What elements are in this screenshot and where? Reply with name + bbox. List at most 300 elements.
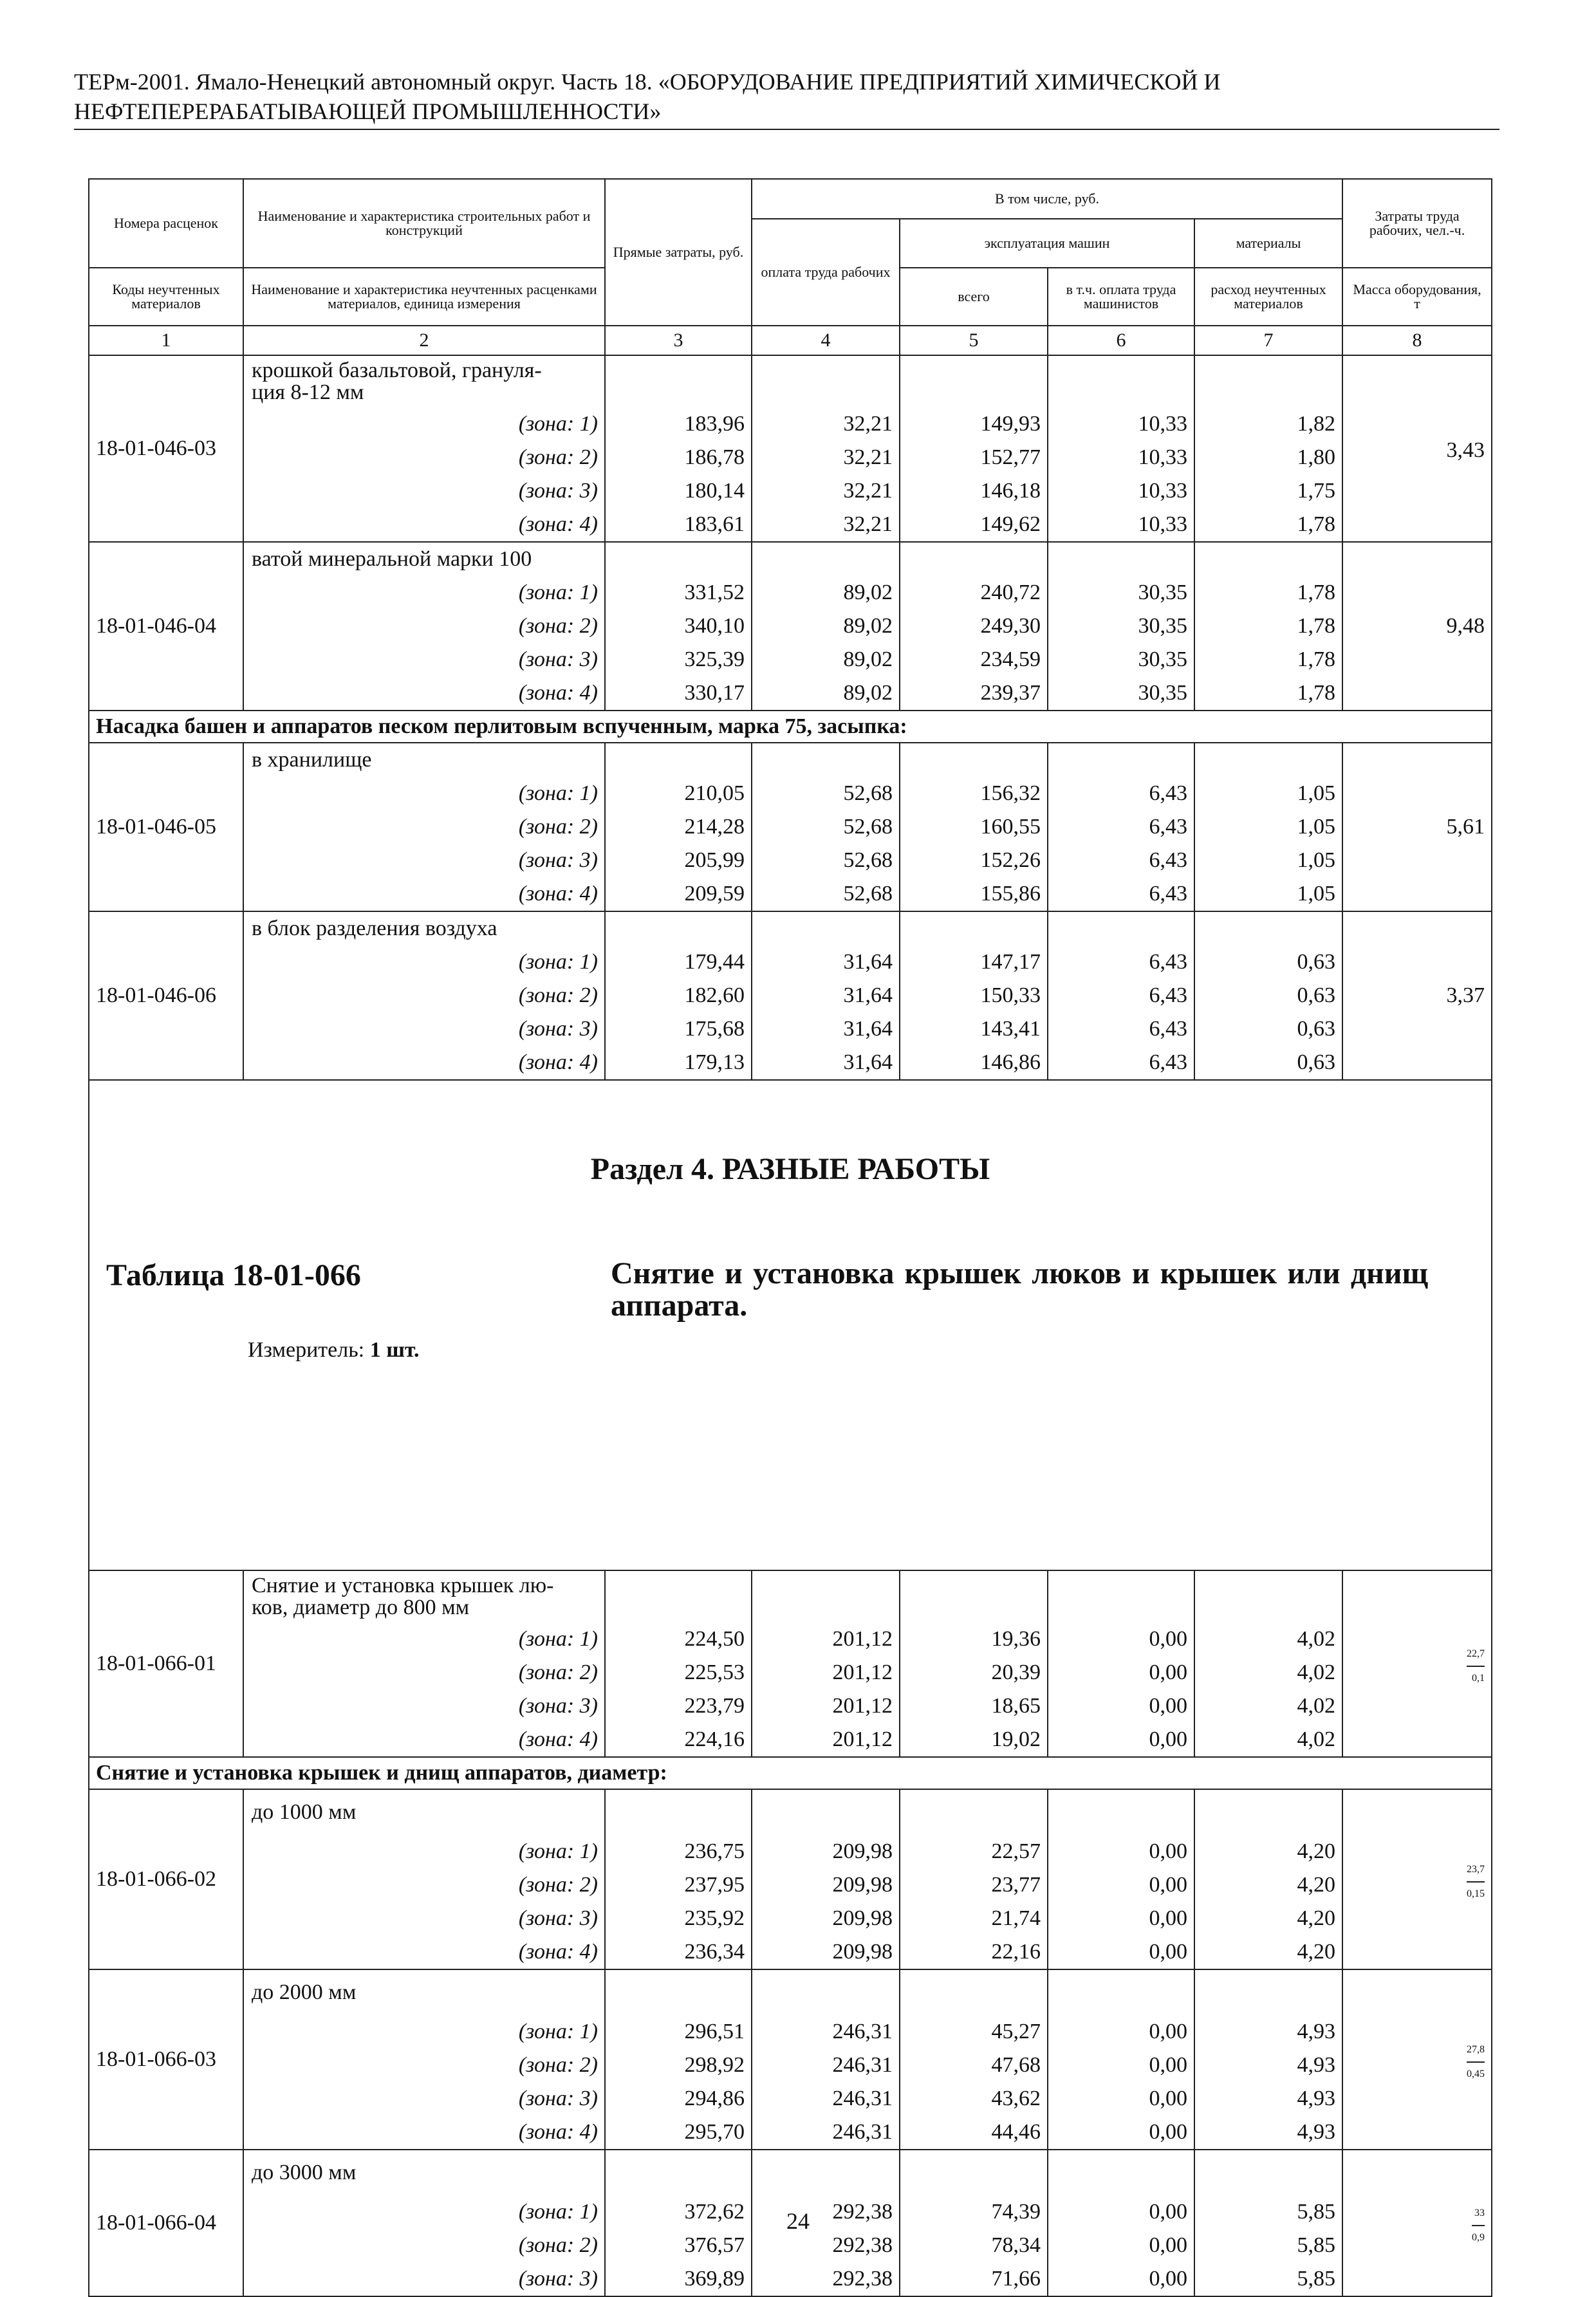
unit-label: Измеритель: [248,1338,365,1362]
spacer [612,912,745,945]
machines-total-cell [900,1969,1048,2150]
col-number: 2 [243,326,605,355]
direct-cost-value: 340,10 [684,614,745,638]
wages-cell [752,1969,900,2150]
spacer [1202,912,1335,945]
wages-value: 292,38 [832,2233,893,2257]
rate-name-cell [243,743,605,911]
materials-value: 1,05 [1297,882,1336,906]
col-header-7b: расход неучтенных материалов [1194,268,1342,326]
machines-total-value: 71,66 [991,2267,1041,2291]
materials-value: 1,05 [1297,815,1336,839]
machine-operator-wages-value: 0,00 [1149,1727,1187,1751]
page-number: 24 [786,2208,810,2234]
labor-hours: 3,37 [1446,983,1485,1007]
machines-total-value: 18,65 [991,1694,1041,1718]
direct-cost-value: 325,39 [684,647,745,671]
materials-cell [1194,1570,1342,1757]
zone-label: (зона: 3) [518,647,598,671]
machine-operator-wages-value: 0,00 [1149,2233,1187,2257]
wages-value: 31,64 [843,950,893,974]
header-line-2: НЕФТЕПЕРЕРАБАТЫВАЮЩЕЙ ПРОМЫШЛЕННОСТИ» [74,98,662,124]
zone-label: (зона: 1) [518,2200,598,2224]
header-rule [74,129,1499,130]
materials-value: 5,85 [1297,2200,1336,2224]
wages-value: 89,02 [843,581,893,604]
direct-cost-value: 235,92 [684,1906,745,1930]
machine-operator-wages-value: 0,00 [1149,2267,1187,2291]
rate-entry [89,743,1492,911]
col-header-2b: Наименование и характеристика неучтенных расценками материалов, единица измерения [243,268,605,326]
direct-cost-value: 210,05 [684,781,745,805]
machines-total-value: 74,39 [991,2200,1041,2224]
zone-label: (зона: 3) [518,1017,598,1041]
rate-name-cell [243,355,605,542]
table-number: Таблица 18-01-066 [106,1258,361,1292]
rate-code-cell [89,1789,243,1969]
direct-cost-value: 369,89 [684,2267,745,2291]
machines-total-cell [900,542,1048,711]
wages-value: 32,21 [843,479,893,503]
machine-operator-wages-value: 30,35 [1138,647,1187,671]
labor-frac [1467,1642,1485,1690]
materials-value: 4,20 [1297,1873,1336,1897]
rate-entry [89,1969,1492,2150]
wages-value: 31,64 [843,1017,893,1041]
zone-label: (зона: 1) [518,2020,598,2043]
equipment-mass: 0,1 [1472,1673,1485,1684]
labor-hours: 5,61 [1446,815,1485,839]
zone-label: (зона: 1) [518,950,598,974]
materials-value: 1,82 [1297,412,1336,436]
machines-total-value: 152,77 [980,445,1041,469]
direct-cost-value: 186,78 [684,445,745,469]
zone-label: (зона: 3) [518,2087,598,2110]
labor-fraction [1350,2033,1485,2086]
labor-frac [1467,2038,1485,2086]
rate-code-cell [89,911,243,1080]
rate-entry [89,355,1492,542]
equipment-mass: 0,15 [1467,1888,1485,1899]
wages-cell [752,1789,900,1969]
col-header-3: Прямые затраты, руб. [605,179,752,326]
machines-total-value: 156,32 [980,781,1041,805]
machine-operator-wages-value: 0,00 [1149,2087,1187,2110]
labor-frac [1467,1858,1485,1906]
col-header-8a: Затраты труда рабочих, чел.-ч. [1342,179,1492,268]
spacer [612,1571,745,1623]
spacer [1202,743,1335,777]
wages-value: 89,02 [843,681,893,705]
materials-value: 1,78 [1297,581,1336,604]
spacer [1055,356,1187,407]
labor-fraction [1350,1637,1485,1690]
machine-operator-wages-value: 30,35 [1138,681,1187,705]
labor-hours: 23,7 [1467,1858,1485,1883]
direct-cost-value: 183,96 [684,412,745,436]
machine-operator-wages-value: 0,00 [1149,2053,1187,2077]
wages-value: 292,38 [832,2267,893,2291]
machine-operator-wages-value: 6,43 [1149,1050,1187,1074]
col-header-1b: Коды неучтенных материалов [89,268,243,326]
direct-cost-cell [605,1969,752,2150]
machines-total-value: 147,17 [980,950,1041,974]
rate-name-cell [243,1969,605,2150]
spacer [907,543,1041,576]
rate-code-cell [89,743,243,911]
rate-name: до 3000 мм [252,2161,357,2184]
machines-total-value: 44,46 [991,2120,1041,2144]
section-4-heading-cell [89,1080,1492,1570]
labor-hours: 22,7 [1467,1642,1485,1667]
direct-cost-value: 372,62 [684,2200,745,2224]
materials-value: 1,05 [1297,781,1336,805]
spacer [907,743,1041,777]
machine-operator-wages-value: 0,00 [1149,2200,1187,2224]
zone-label: (зона: 4) [518,1940,598,1964]
machine-operator-wages-cell [1048,911,1194,1080]
wages-value: 246,31 [832,2020,893,2043]
header-line-1: ТЕРм-2001. Ямало-Ненецкий автономный округ. Часть 18. «ОБОРУДОВАНИЕ ПРЕДПРИЯТИЙ ХИМИЧЕСКОЙ И [74,69,1221,95]
col-header-6: в т.ч. оплата труда машинистов [1048,268,1194,326]
labor-cell [1342,1969,1492,2150]
machines-total-value: 234,59 [980,647,1041,671]
rate-entry [89,1570,1492,1757]
spacer [1055,1790,1187,1835]
direct-cost-value: 179,13 [684,1050,745,1074]
materials-value: 4,93 [1297,2020,1336,2043]
machine-operator-wages-cell [1048,1789,1194,1969]
col-header-7a: материалы [1194,219,1342,268]
direct-cost-value: 225,53 [684,1660,745,1684]
zone-label: (зона: 2) [518,983,598,1007]
spacer [759,743,893,777]
labor-cell [1342,911,1492,1080]
col-number: 8 [1342,326,1492,355]
direct-cost-value: 330,17 [684,681,745,705]
rate-code-cell [89,1570,243,1757]
direct-cost-value: 224,16 [684,1727,745,1751]
rate-code-cell [89,1969,243,2150]
rate-name-cell [243,1570,605,1757]
rate-name-line: ция 8-12 мм [252,380,364,404]
direct-cost-value: 236,34 [684,1940,745,1964]
labor-hours: 9,48 [1446,614,1485,638]
wages-value: 89,02 [843,614,893,638]
machine-operator-wages-value: 10,33 [1138,412,1187,436]
direct-cost-cell [605,911,752,1080]
wages-value: 209,98 [832,1839,893,1863]
machine-operator-wages-value: 6,43 [1149,882,1187,906]
wages-value: 89,02 [843,647,893,671]
spacer [907,1571,1041,1623]
machines-total-cell [900,1789,1048,1969]
machines-total-value: 149,62 [980,512,1041,536]
labor-cell [1342,355,1492,542]
section-title: Раздел 4. РАЗНЫЕ РАБОТЫ [590,1152,990,1186]
wages-value: 201,12 [832,1727,893,1751]
spacer [759,912,893,945]
spacer [907,1790,1041,1835]
labor-hours: 3,43 [1446,438,1485,462]
zone-label: (зона: 2) [518,445,598,469]
direct-cost-value: 182,60 [684,983,745,1007]
materials-cell [1194,542,1342,711]
subheading-1 [89,711,1492,743]
machines-total-value: 43,62 [991,2087,1041,2110]
spacer [759,543,893,576]
machine-operator-wages-value: 6,43 [1149,848,1187,872]
materials-value: 4,02 [1297,1627,1336,1651]
wages-value: 201,12 [832,1694,893,1718]
wages-value: 32,21 [843,512,893,536]
materials-value: 5,85 [1297,2267,1336,2291]
direct-cost-value: 183,61 [684,512,745,536]
machine-operator-wages-value: 10,33 [1138,512,1187,536]
col-number: 6 [1048,326,1194,355]
materials-cell [1194,911,1342,1080]
wages-value: 246,31 [832,2120,893,2144]
rates-group-c [89,1570,1492,1757]
materials-value: 4,93 [1297,2120,1336,2144]
rate-name-line: ков, диаметр до 800 мм [252,1595,470,1619]
document-header [74,67,1499,126]
col-header-8b: Масса оборудования, т [1342,268,1492,326]
materials-value: 4,93 [1297,2087,1336,2110]
labor-cell [1342,542,1492,711]
materials-value: 1,78 [1297,614,1336,638]
col-header-2a: Наименование и характеристика строительных работ и конструкций [243,179,605,268]
rate-code: 18-01-046-03 [96,436,216,460]
machines-total-value: 240,72 [980,581,1041,604]
direct-cost-cell [605,1570,752,1757]
machines-total-value: 23,77 [991,1873,1041,1897]
subheading-2 [89,1757,1492,1789]
wages-value: 31,64 [843,983,893,1007]
spacer [907,356,1041,407]
rate-code: 18-01-066-01 [96,1651,216,1675]
machines-total-cell [900,911,1048,1080]
zone-label: (зона: 2) [518,2233,598,2257]
subheading-text: Насадка башен и аппаратов песком перлитовым вспученным, марка 75, засыпка: [89,711,1492,743]
col-number: 7 [1194,326,1342,355]
equipment-mass: 0,45 [1467,2069,1485,2079]
zone-label: (зона: 2) [518,1660,598,1684]
machines-total-value: 152,26 [980,848,1041,872]
rate-name: в блок разделения воздуха [252,916,497,940]
labor-cell [1342,1570,1492,1757]
zone-label: (зона: 2) [518,815,598,839]
wages-cell [752,355,900,542]
wages-cell [752,911,900,1080]
wages-value: 246,31 [832,2053,893,2077]
materials-value: 1,05 [1297,848,1336,872]
col-header-group: В том числе, руб. [752,179,1342,219]
zone-label: (зона: 1) [518,412,598,436]
rates-group-b [89,743,1492,1080]
spacer [1055,1970,1187,2015]
direct-cost-value: 298,92 [684,2053,745,2077]
zone-label: (зона: 2) [518,614,598,638]
rate-code: 18-01-066-04 [96,2211,216,2235]
wages-value: 209,98 [832,1873,893,1897]
zone-label: (зона: 2) [518,1873,598,1897]
rates-group-a [89,355,1492,711]
direct-cost-value: 236,75 [684,1839,745,1863]
materials-cell [1194,1969,1342,2150]
zone-label: (зона: 1) [518,581,598,604]
direct-cost-value: 296,51 [684,2020,745,2043]
machines-total-value: 146,86 [980,1050,1041,1074]
spacer [1202,1790,1335,1835]
materials-value: 1,78 [1297,512,1336,536]
direct-cost-value: 175,68 [684,1017,745,1041]
col-number: 4 [752,326,900,355]
machines-total-value: 45,27 [991,2020,1041,2043]
section-4-block [89,1080,1492,1570]
rate-entry [89,911,1492,1080]
spacer [1202,1571,1335,1623]
machine-operator-wages-value: 6,43 [1149,1017,1187,1041]
equipment-mass: 0,9 [1472,2232,1485,2243]
machines-total-value: 22,57 [991,1839,1041,1863]
zone-label: (зона: 4) [518,681,598,705]
direct-cost-value: 214,28 [684,815,745,839]
materials-cell [1194,1789,1342,1969]
direct-cost-value: 376,57 [684,2233,745,2257]
direct-cost-value: 294,86 [684,2087,745,2110]
zone-label: (зона: 3) [518,848,598,872]
zone-label: (зона: 3) [518,1906,598,1930]
machine-operator-wages-cell [1048,743,1194,911]
machines-total-value: 149,93 [980,412,1041,436]
spacer [759,1571,893,1623]
rate-name: до 2000 мм [252,1980,357,2004]
rate-name-line: крошкой базальтовой, грануля- [252,358,542,382]
materials-value: 0,63 [1297,983,1336,1007]
materials-value: 1,78 [1297,681,1336,705]
subheading-text: Снятие и установка крышек и днищ аппаратов, диаметр: [89,1757,1492,1789]
rate-name [252,356,598,407]
machine-operator-wages-value: 0,00 [1149,1873,1187,1897]
spacer [1055,743,1187,777]
rate-entry [89,1789,1492,1969]
direct-cost-value: 209,59 [684,882,745,906]
rate-code: 18-01-046-06 [96,983,216,1007]
machines-total-value: 150,33 [980,983,1041,1007]
wages-value: 52,68 [843,781,893,805]
wages-value: 246,31 [832,2087,893,2110]
machine-operator-wages-value: 10,33 [1138,479,1187,503]
col-header-4: оплата труда рабочих [752,219,900,326]
machine-operator-wages-value: 6,43 [1149,950,1187,974]
zone-label: (зона: 3) [518,479,598,503]
machines-total-value: 160,55 [980,815,1041,839]
spacer [759,1790,893,1835]
rate-entry [89,542,1492,711]
wages-cell [752,1570,900,1757]
machine-operator-wages-value: 0,00 [1149,1940,1187,1964]
wages-value: 209,98 [832,1906,893,1930]
wages-value: 209,98 [832,1940,893,1964]
rate-name: до 1000 мм [252,1800,357,1824]
zone-label: (зона: 2) [518,2053,598,2077]
machine-operator-wages-value: 6,43 [1149,815,1187,839]
machines-total-value: 155,86 [980,882,1041,906]
machine-operator-wages-value: 10,33 [1138,445,1187,469]
machines-total-value: 78,34 [991,2233,1041,2257]
machines-total-cell [900,743,1048,911]
wages-value: 52,68 [843,848,893,872]
materials-cell [1194,743,1342,911]
rate-code: 18-01-066-02 [96,1867,216,1891]
machines-total-cell [900,1570,1048,1757]
direct-cost-value: 180,14 [684,479,745,503]
spacer [1202,1970,1335,2015]
materials-value: 4,20 [1297,1906,1336,1930]
col-number: 5 [900,326,1048,355]
labor-cell [1342,743,1492,911]
direct-cost-value: 223,79 [684,1694,745,1718]
machine-operator-wages-value: 30,35 [1138,581,1187,604]
spacer [1055,912,1187,945]
machines-total-value: 21,74 [991,1906,1041,1930]
zone-label: (зона: 4) [518,2120,598,2144]
spacer [612,1790,745,1835]
spacer [612,356,745,407]
spacer [1202,2150,1335,2195]
machine-operator-wages-cell [1048,1969,1194,2150]
machines-total-value: 22,16 [991,1940,1041,1964]
spacer [1202,543,1335,576]
materials-value: 4,93 [1297,2053,1336,2077]
col-header-5: всего [900,268,1048,326]
zone-label: (зона: 1) [518,1627,598,1651]
zone-label: (зона: 1) [518,781,598,805]
direct-cost-value: 295,70 [684,2120,745,2144]
spacer [907,1970,1041,2015]
direct-cost-value: 179,44 [684,950,745,974]
spacer [612,2150,745,2195]
zone-label: (зона: 3) [518,2267,598,2291]
wages-value: 201,12 [832,1660,893,1684]
direct-cost-value: 237,95 [684,1873,745,1897]
materials-value: 4,20 [1297,1839,1336,1863]
machine-operator-wages-value: 6,43 [1149,781,1187,805]
rate-name-line: Снятие и установка крышек лю- [252,1574,554,1597]
spacer [612,1970,745,2015]
wages-value: 292,38 [832,2200,893,2224]
zone-label: (зона: 1) [518,1839,598,1863]
machines-total-value: 20,39 [991,1660,1041,1684]
col-number: 1 [89,326,243,355]
spacer [907,2150,1041,2195]
direct-cost-cell [605,743,752,911]
col-header-machines: эксплуатация машин [900,219,1194,268]
zone-label: (зона: 4) [518,882,598,906]
machine-operator-wages-value: 0,00 [1149,2120,1187,2144]
labor-cell [1342,1789,1492,1969]
machines-total-value: 19,02 [991,1727,1041,1751]
spacer [1055,1571,1187,1623]
materials-value: 0,63 [1297,1017,1336,1041]
rate-code-cell [89,355,243,542]
wages-cell [752,743,900,911]
wages-cell [752,542,900,711]
machine-operator-wages-value: 6,43 [1149,983,1187,1007]
materials-cell [1194,355,1342,542]
machines-total-cell [900,355,1048,542]
